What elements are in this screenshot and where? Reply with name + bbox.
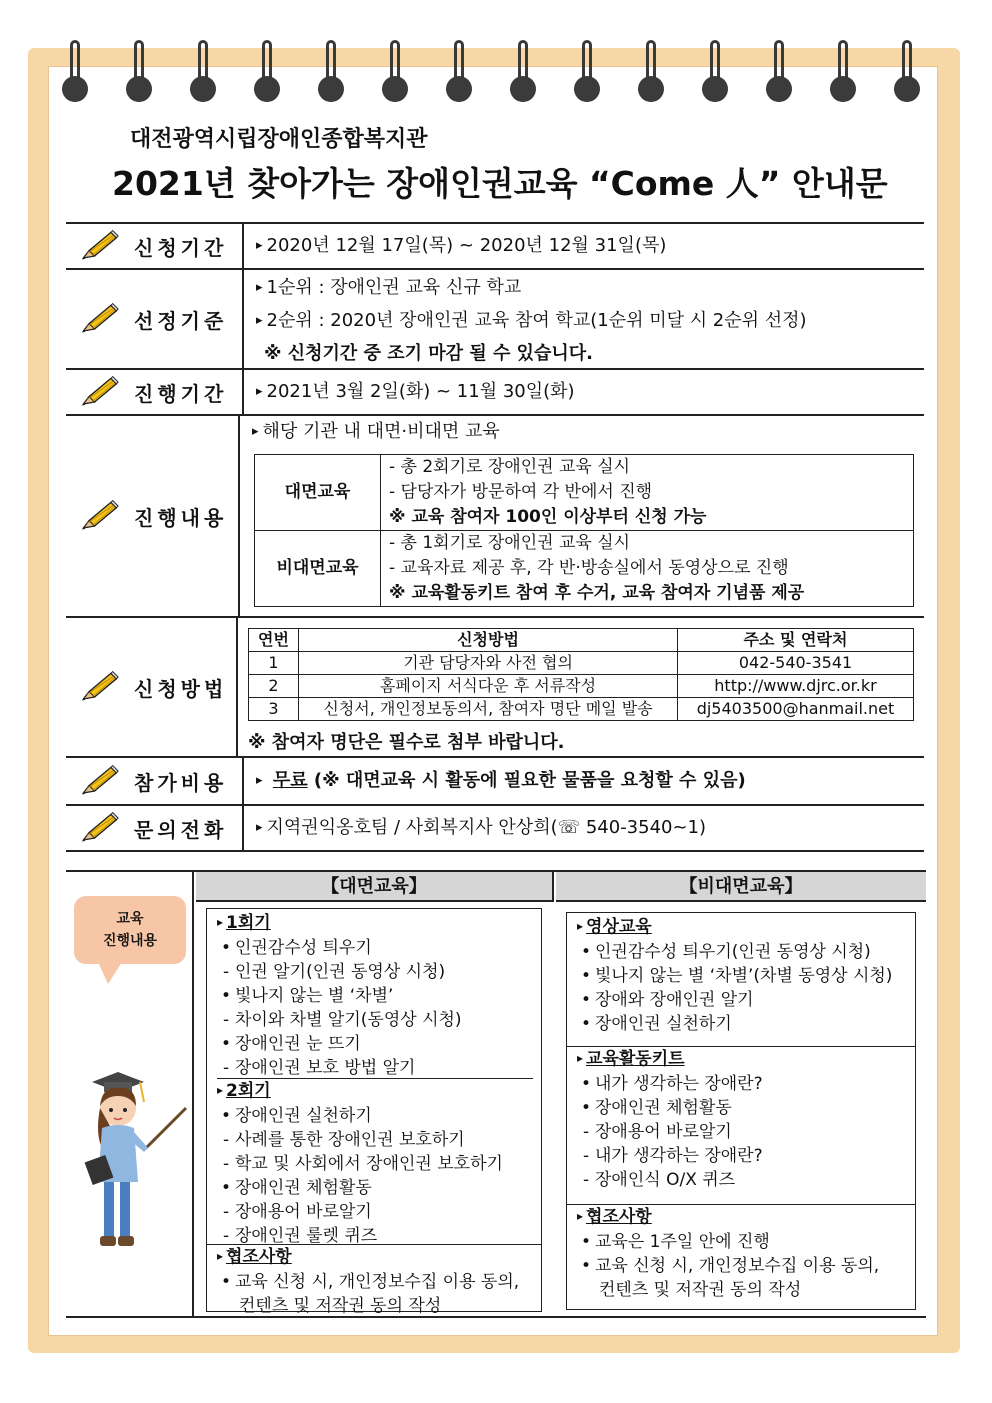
pencil-icon bbox=[80, 811, 120, 845]
nonface-details-box bbox=[566, 912, 916, 1310]
list-item: • 장애인권 체험활동 bbox=[217, 1176, 533, 1200]
apply-header: 신청방법 bbox=[299, 629, 678, 652]
nonface-column-header: 【비대면교육】 bbox=[556, 872, 926, 902]
table-row: 2 홈페이지 서식다운 후 서류작성 http://www.djrc.or.kr bbox=[249, 675, 914, 698]
section-title: ▸ 영상교육 bbox=[577, 915, 907, 940]
face-column-header: 【대면교육】 bbox=[196, 872, 554, 902]
row-label: 진행내용 bbox=[134, 505, 228, 530]
row-progress-period bbox=[66, 370, 924, 416]
row-label: 진행기간 bbox=[134, 381, 228, 406]
row-label: 신청방법 bbox=[134, 676, 228, 701]
email-link[interactable]: dj5403500@hanmail.net bbox=[678, 698, 914, 721]
row-contents bbox=[66, 416, 924, 618]
list-item: • 인권감수성 틔우기 bbox=[217, 936, 533, 960]
list-item: • 장애와 장애인권 알기 bbox=[577, 988, 907, 1012]
face-label: 대면교육 bbox=[255, 455, 381, 531]
pencil-icon bbox=[80, 499, 120, 533]
list-item: • 빛나지 않는 별 ‘차별’ bbox=[217, 984, 533, 1008]
row-cost bbox=[66, 758, 924, 806]
face-details-box bbox=[206, 908, 542, 1316]
section-title: ▸ 협조사항 bbox=[577, 1205, 907, 1230]
progress-period-text: ▸ 2021년 3월 2일(화) ~ 11월 30일(화) bbox=[256, 376, 914, 410]
cost-note: (※ 대면교육 시 활동에 필요한 물품을 요청할 수 있음) bbox=[307, 770, 746, 791]
row-selection-criteria bbox=[66, 270, 924, 370]
phone-number: 042-540-3541 bbox=[678, 652, 914, 675]
criteria-line-1: ▸ 1순위 : 장애인권 교육 신규 학교 bbox=[256, 272, 914, 305]
page-title: 2021년 찾아가는 장애인권교육 “Come 人” 안내문 bbox=[112, 164, 888, 203]
speech-bubble: 교육 진행내용 bbox=[74, 896, 186, 964]
nonface-line: - 교육자료 제공 후, 각 반·방송실에서 동영상으로 진행 bbox=[381, 556, 914, 581]
ring-icon bbox=[382, 40, 408, 106]
list-item: - 차이와 차별 알기(동영상 시청) bbox=[217, 1008, 533, 1032]
nonface-line: - 총 1회기로 장애인권 교육 실시 bbox=[381, 531, 914, 557]
row-label: 선정기준 bbox=[134, 308, 228, 333]
ring-icon bbox=[126, 40, 152, 106]
list-item: - 인권 알기(인권 동영상 시청) bbox=[217, 960, 533, 984]
list-item: • 교육은 1주일 안에 진행 bbox=[577, 1230, 907, 1254]
pencil-icon bbox=[80, 764, 120, 798]
list-item: - 장애용어 바로알기 bbox=[577, 1120, 907, 1144]
list-item: • 교육 신청 시, 개인정보수집 이용 동의, bbox=[217, 1270, 533, 1294]
list-item: - 장애인식 O/X 퀴즈 bbox=[577, 1168, 907, 1192]
list-item: - 학교 및 사회에서 장애인권 보호하기 bbox=[217, 1152, 533, 1176]
face-line: - 담당자가 방문하여 각 반에서 진행 bbox=[381, 480, 914, 505]
list-item: - 장애인권 룰렛 퀴즈 bbox=[217, 1224, 533, 1248]
list-item: - 장애인권 보호 방법 알기 bbox=[217, 1056, 533, 1080]
section-title: ▸ 2회기 bbox=[217, 1079, 533, 1104]
ring-icon bbox=[510, 40, 536, 106]
contact-text: ▸ 지역권익옹호팀 / 사회복지사 안상희(☏ 540-3540~1) bbox=[256, 812, 914, 846]
list-item: • 장애인권 실천하기 bbox=[577, 1012, 907, 1036]
list-item: • 내가 생각하는 장애란? bbox=[577, 1072, 907, 1096]
table-row: 3 신청서, 개인정보동의서, 참여자 명단 메일 발송 dj5403500@hanmail.net bbox=[249, 698, 914, 721]
section-title: ▸ 1회기 bbox=[217, 911, 533, 936]
list-item: • 장애인권 실천하기 bbox=[217, 1104, 533, 1128]
face-note: ※ 교육 참여자 100인 이상부터 신청 가능 bbox=[381, 505, 914, 531]
mode-table bbox=[254, 454, 914, 607]
list-item: 컨텐츠 및 저작권 동의 작성 bbox=[239, 1296, 442, 1316]
list-item: - 장애용어 바로알기 bbox=[217, 1200, 533, 1224]
criteria-note: ※ 신청기간 중 조기 마감 될 수 있습니다. bbox=[264, 343, 594, 364]
apply-table bbox=[248, 628, 914, 721]
pencil-icon bbox=[80, 302, 120, 336]
nonface-note: ※ 교육활동키트 참여 후 수거, 교육 참여자 기념품 제공 bbox=[381, 581, 914, 607]
ring-icon bbox=[254, 40, 280, 106]
info-table bbox=[66, 222, 924, 852]
teacher-illustration-icon bbox=[74, 1062, 192, 1262]
pencil-icon bbox=[80, 375, 120, 409]
ring-icon bbox=[574, 40, 600, 106]
list-item: 컨텐츠 및 저작권 동의 작성 bbox=[599, 1280, 802, 1300]
list-item: - 내가 생각하는 장애란? bbox=[577, 1144, 907, 1168]
face-line: - 총 2회기로 장애인권 교육 실시 bbox=[381, 455, 914, 481]
list-item: - 사례를 통한 장애인권 보호하기 bbox=[217, 1128, 533, 1152]
ring-icon bbox=[894, 40, 920, 106]
apply-header: 주소 및 연락처 bbox=[678, 629, 914, 652]
program-details bbox=[66, 870, 926, 1318]
row-label: 신청기간 bbox=[134, 235, 228, 260]
table-row: 1 기관 담당자와 사전 협의 042-540-3541 bbox=[249, 652, 914, 675]
contents-intro: ▸ 해당 기관 내 대면·비대면 교육 bbox=[252, 416, 914, 450]
section-title: ▸ 교육활동키트 bbox=[577, 1047, 907, 1072]
list-item: • 장애인권 체험활동 bbox=[577, 1096, 907, 1120]
ring-icon bbox=[702, 40, 728, 106]
list-item: • 빛나지 않는 별 ‘차별’(차별 동영상 시청) bbox=[577, 964, 907, 988]
nonface-label: 비대면교육 bbox=[255, 531, 381, 607]
ring-icon bbox=[766, 40, 792, 106]
list-item: • 교육 신청 시, 개인정보수집 이용 동의, bbox=[577, 1254, 907, 1278]
row-label: 문의전화 bbox=[134, 817, 228, 842]
cost-free: 무료 bbox=[272, 770, 308, 791]
homepage-link[interactable]: http://www.djrc.or.kr bbox=[678, 675, 914, 698]
pencil-icon bbox=[80, 229, 120, 263]
row-contact bbox=[66, 806, 924, 852]
apply-header: 연번 bbox=[249, 629, 299, 652]
row-apply-method bbox=[66, 618, 924, 758]
ring-icon bbox=[62, 40, 88, 106]
row-application-period bbox=[66, 224, 924, 270]
ring-icon bbox=[446, 40, 472, 106]
application-period-text: ▸ 2020년 12월 17일(목) ~ 2020년 12월 31일(목) bbox=[256, 230, 914, 264]
pencil-icon bbox=[80, 670, 120, 704]
list-item: • 인권감수성 틔우기(인권 동영상 시청) bbox=[577, 940, 907, 964]
row-label: 참가비용 bbox=[134, 770, 228, 795]
ring-icon bbox=[190, 40, 216, 106]
ring-icon bbox=[318, 40, 344, 106]
criteria-line-2: ▸ 2순위 : 2020년 장애인권 교육 참여 학교(1순위 미달 시 2순위 선정) bbox=[256, 305, 914, 338]
binder-rings bbox=[62, 40, 932, 110]
list-item: • 장애인권 눈 뜨기 bbox=[217, 1032, 533, 1056]
ring-icon bbox=[830, 40, 856, 106]
organization-name: 대전광역시립장애인종합복지관 bbox=[130, 127, 428, 152]
section-title: ▸ 협조사항 bbox=[217, 1245, 533, 1270]
apply-note: ※ 참여자 명단은 필수로 첨부 바랍니다. bbox=[248, 732, 565, 753]
ring-icon bbox=[638, 40, 664, 106]
